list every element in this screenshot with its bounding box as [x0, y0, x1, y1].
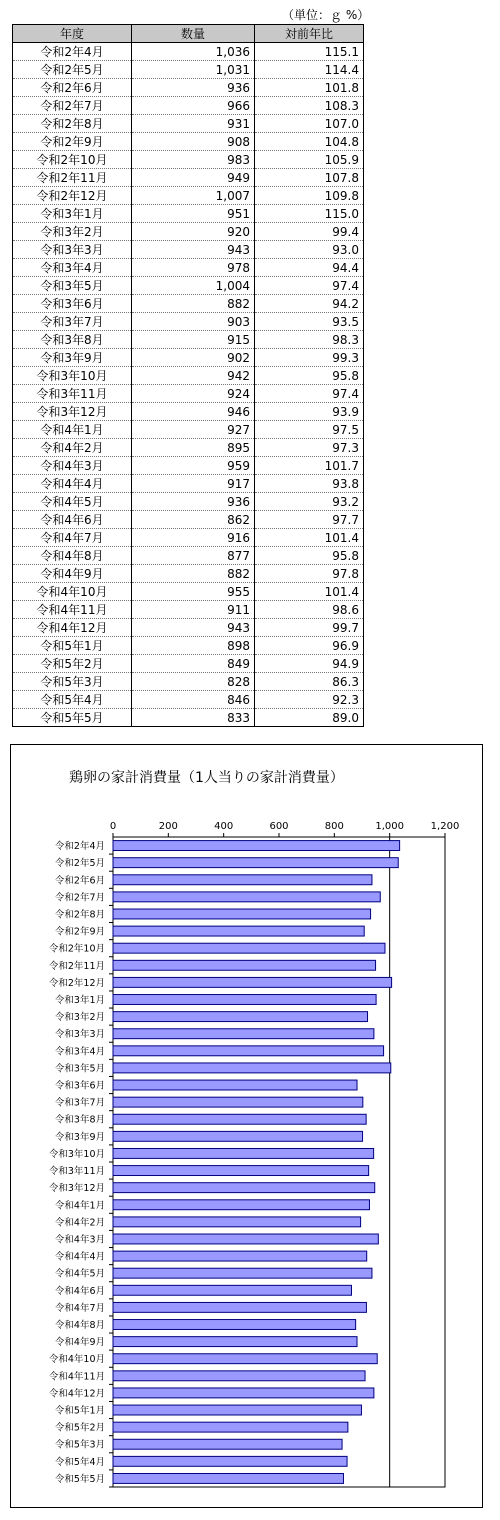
chart-container	[10, 744, 483, 1508]
y-category-label: 令和2年9月	[54, 926, 105, 938]
bar	[113, 960, 376, 970]
y-category-label: 令和3年5月	[54, 1063, 105, 1075]
y-category-label: 令和3年9月	[54, 1131, 105, 1143]
cell-quantity: 951	[132, 205, 255, 223]
cell-quantity: 943	[132, 619, 255, 637]
y-category-label: 令和4年3月	[54, 1234, 105, 1246]
cell-yoy: 97.7	[255, 511, 364, 529]
table-row	[13, 439, 364, 457]
cell-year: 令和2年8月	[13, 115, 132, 133]
cell-quantity: 849	[132, 655, 255, 673]
y-category-label: 令和5年2月	[54, 1422, 105, 1434]
cell-year: 令和3年11月	[13, 385, 132, 403]
table-row	[13, 601, 364, 619]
cell-quantity: 917	[132, 475, 255, 493]
cell-yoy: 93.9	[255, 403, 364, 421]
cell-yoy: 97.3	[255, 439, 364, 457]
table-row	[13, 115, 364, 133]
cell-year: 令和4年1月	[13, 421, 132, 439]
cell-quantity: 920	[132, 223, 255, 241]
cell-quantity: 902	[132, 349, 255, 367]
bar	[113, 1439, 342, 1449]
cell-yoy: 93.8	[255, 475, 364, 493]
cell-quantity: 936	[132, 493, 255, 511]
bar	[113, 1200, 369, 1210]
table-row	[13, 475, 364, 493]
header-year: 年度	[13, 25, 132, 43]
cell-year: 令和4年2月	[13, 439, 132, 457]
cell-year: 令和3年12月	[13, 403, 132, 421]
y-category-label: 令和3年4月	[54, 1046, 105, 1058]
bar	[113, 1337, 357, 1347]
table-row	[13, 457, 364, 475]
table-row	[13, 223, 364, 241]
bar	[113, 1456, 347, 1466]
y-category-label: 令和2年10月	[48, 943, 105, 955]
cell-year: 令和3年5月	[13, 277, 132, 295]
cell-yoy: 101.4	[255, 529, 364, 547]
bar	[113, 875, 372, 885]
cell-year: 令和4年12月	[13, 619, 132, 637]
cell-year: 令和4年7月	[13, 529, 132, 547]
table-row	[13, 169, 364, 187]
bar	[113, 1166, 369, 1176]
table-row	[13, 493, 364, 511]
cell-yoy: 96.9	[255, 637, 364, 655]
cell-year: 令和3年6月	[13, 295, 132, 313]
cell-year: 令和5年1月	[13, 637, 132, 655]
table-row	[13, 655, 364, 673]
cell-yoy: 98.6	[255, 601, 364, 619]
cell-quantity: 946	[132, 403, 255, 421]
cell-yoy: 99.4	[255, 223, 364, 241]
y-category-label: 令和3年2月	[54, 1012, 105, 1024]
bar	[113, 1285, 351, 1295]
bar	[113, 1354, 377, 1364]
y-category-label: 令和2年11月	[48, 960, 105, 972]
cell-yoy: 101.8	[255, 79, 364, 97]
cell-yoy: 97.5	[255, 421, 364, 439]
table-row	[13, 241, 364, 259]
cell-quantity: 955	[132, 583, 255, 601]
cell-year: 令和2年7月	[13, 97, 132, 115]
y-category-label: 令和5年3月	[54, 1439, 105, 1451]
y-category-label: 令和3年10月	[48, 1148, 105, 1160]
table-row	[13, 97, 364, 115]
cell-yoy: 98.3	[255, 331, 364, 349]
cell-yoy: 93.5	[255, 313, 364, 331]
bar	[113, 1046, 384, 1056]
cell-yoy: 99.3	[255, 349, 364, 367]
bar	[113, 858, 398, 868]
table-row	[13, 511, 364, 529]
table-row	[13, 277, 364, 295]
bar	[113, 1148, 374, 1158]
table-row	[13, 349, 364, 367]
cell-quantity: 882	[132, 565, 255, 583]
cell-quantity: 895	[132, 439, 255, 457]
y-category-label: 令和2年5月	[54, 858, 105, 870]
table-row	[13, 259, 364, 277]
cell-quantity: 978	[132, 259, 255, 277]
y-category-label: 令和4年7月	[54, 1302, 105, 1314]
cell-year: 令和4年8月	[13, 547, 132, 565]
table-row	[13, 151, 364, 169]
table-header-row	[13, 25, 364, 43]
table-row	[13, 637, 364, 655]
bar	[113, 1422, 348, 1432]
x-tick-label: 1,000	[375, 821, 404, 832]
table-row	[13, 565, 364, 583]
cell-yoy: 93.2	[255, 493, 364, 511]
bar	[113, 1405, 361, 1415]
y-category-label: 令和4年11月	[48, 1371, 105, 1383]
table-row	[13, 673, 364, 691]
cell-year: 令和3年7月	[13, 313, 132, 331]
table-row	[13, 61, 364, 79]
cell-quantity: 846	[132, 691, 255, 709]
table-row	[13, 43, 364, 61]
cell-quantity: 966	[132, 97, 255, 115]
y-category-label: 令和3年7月	[54, 1097, 105, 1109]
cell-year: 令和2年6月	[13, 79, 132, 97]
y-category-label: 令和2年8月	[54, 909, 105, 921]
y-category-label: 令和2年6月	[54, 875, 105, 887]
table-row	[13, 79, 364, 97]
cell-quantity: 927	[132, 421, 255, 439]
y-category-label: 令和3年8月	[54, 1114, 105, 1126]
cell-quantity: 949	[132, 169, 255, 187]
bar	[113, 1302, 366, 1312]
cell-year: 令和3年1月	[13, 205, 132, 223]
cell-quantity: 1,031	[132, 61, 255, 79]
y-category-label: 令和2年7月	[54, 892, 105, 904]
cell-quantity: 833	[132, 709, 255, 727]
cell-yoy: 105.9	[255, 151, 364, 169]
bar	[113, 1251, 367, 1261]
y-category-label: 令和4年1月	[54, 1200, 105, 1212]
cell-year: 令和2年4月	[13, 43, 132, 61]
y-category-label: 令和4年2月	[54, 1217, 105, 1229]
cell-yoy: 94.9	[255, 655, 364, 673]
cell-quantity: 898	[132, 637, 255, 655]
table-row	[13, 367, 364, 385]
cell-quantity: 942	[132, 367, 255, 385]
header-quantity: 数量	[132, 25, 255, 43]
cell-year: 令和2年12月	[13, 187, 132, 205]
cell-quantity: 908	[132, 133, 255, 151]
cell-year: 令和3年3月	[13, 241, 132, 259]
cell-yoy: 101.7	[255, 457, 364, 475]
cell-quantity: 915	[132, 331, 255, 349]
table-body	[13, 43, 364, 727]
cell-yoy: 94.2	[255, 295, 364, 313]
y-category-label: 令和5年5月	[54, 1473, 105, 1485]
cell-yoy: 95.8	[255, 547, 364, 565]
bar	[113, 1473, 343, 1483]
cell-quantity: 1,036	[132, 43, 255, 61]
cell-year: 令和3年2月	[13, 223, 132, 241]
unit-label: （単位：ｇ %）	[282, 8, 370, 22]
x-tick-label: 1,200	[430, 821, 460, 832]
cell-yoy: 97.8	[255, 565, 364, 583]
bar	[113, 1114, 366, 1124]
y-category-label: 令和3年11月	[48, 1166, 105, 1178]
cell-quantity: 959	[132, 457, 255, 475]
cell-quantity: 882	[132, 295, 255, 313]
cell-year: 令和5年3月	[13, 673, 132, 691]
header-yoy: 対前年比	[255, 25, 364, 43]
y-category-label: 令和4年5月	[54, 1268, 105, 1280]
bar	[113, 1063, 391, 1073]
cell-year: 令和3年8月	[13, 331, 132, 349]
cell-year: 令和4年4月	[13, 475, 132, 493]
cell-year: 令和2年11月	[13, 169, 132, 187]
cell-year: 令和4年10月	[13, 583, 132, 601]
table-row	[13, 385, 364, 403]
y-category-label: 令和4年6月	[54, 1285, 105, 1297]
cell-yoy: 107.0	[255, 115, 364, 133]
y-category-label: 令和4年4月	[54, 1251, 105, 1263]
table-row	[13, 583, 364, 601]
cell-year: 令和4年11月	[13, 601, 132, 619]
cell-year: 令和4年5月	[13, 493, 132, 511]
bar	[113, 1097, 363, 1107]
bar	[113, 841, 400, 851]
cell-year: 令和4年3月	[13, 457, 132, 475]
table-row	[13, 187, 364, 205]
y-category-label: 令和4年9月	[54, 1337, 105, 1349]
bar	[113, 1234, 378, 1244]
x-tick-label: 400	[214, 821, 234, 832]
table-row	[13, 547, 364, 565]
cell-year: 令和4年9月	[13, 565, 132, 583]
y-category-label: 令和4年8月	[54, 1320, 105, 1331]
x-tick-label: 200	[158, 821, 178, 832]
cell-year: 令和2年9月	[13, 133, 132, 151]
table-row	[13, 205, 364, 223]
table-row	[13, 403, 364, 421]
cell-quantity: 983	[132, 151, 255, 169]
cell-yoy: 97.4	[255, 277, 364, 295]
cell-quantity: 931	[132, 115, 255, 133]
cell-quantity: 1,004	[132, 277, 255, 295]
y-category-label: 令和5年1月	[54, 1405, 105, 1417]
cell-yoy: 101.4	[255, 583, 364, 601]
bar	[113, 1080, 357, 1090]
cell-year: 令和3年4月	[13, 259, 132, 277]
table-row	[13, 691, 364, 709]
y-category-label: 令和3年6月	[54, 1080, 105, 1092]
cell-yoy: 94.4	[255, 259, 364, 277]
cell-yoy: 114.4	[255, 61, 364, 79]
y-category-label: 令和4年12月	[48, 1388, 105, 1400]
cell-quantity: 1,007	[132, 187, 255, 205]
x-tick-label: 0	[109, 821, 117, 832]
cell-quantity: 877	[132, 547, 255, 565]
cell-quantity: 862	[132, 511, 255, 529]
cell-year: 令和3年9月	[13, 349, 132, 367]
cell-yoy: 92.3	[255, 691, 364, 709]
bar	[113, 1268, 372, 1278]
cell-yoy: 95.8	[255, 367, 364, 385]
bar-chart	[11, 745, 482, 1507]
cell-quantity: 911	[132, 601, 255, 619]
cell-quantity: 924	[132, 385, 255, 403]
bar	[113, 1320, 356, 1330]
cell-year: 令和5年2月	[13, 655, 132, 673]
chart-title: 鶏卵の家計消費量（1人当りの家計消費量）	[69, 770, 344, 786]
cell-quantity: 916	[132, 529, 255, 547]
table-row	[13, 331, 364, 349]
bar	[113, 909, 371, 919]
cell-yoy: 107.8	[255, 169, 364, 187]
bar	[113, 977, 392, 987]
bar	[113, 1388, 374, 1398]
cell-quantity: 828	[132, 673, 255, 691]
y-category-label: 令和4年10月	[48, 1354, 105, 1366]
x-tick-label: 600	[269, 821, 289, 832]
bar	[113, 926, 364, 936]
cell-year: 令和5年5月	[13, 709, 132, 727]
cell-year: 令和2年5月	[13, 61, 132, 79]
cell-yoy: 93.0	[255, 241, 364, 259]
cell-yoy: 99.7	[255, 619, 364, 637]
bar	[113, 1029, 374, 1039]
y-category-label: 令和2年12月	[48, 977, 105, 989]
cell-year: 令和4年6月	[13, 511, 132, 529]
cell-yoy: 108.3	[255, 97, 364, 115]
x-tick-label: 800	[324, 821, 344, 832]
y-category-label: 令和2年4月	[54, 841, 105, 853]
table-row	[13, 421, 364, 439]
table-row	[13, 619, 364, 637]
y-category-label: 令和3年3月	[54, 1029, 105, 1041]
cell-quantity: 943	[132, 241, 255, 259]
bar	[113, 1183, 375, 1193]
table-row	[13, 709, 364, 727]
bar	[113, 943, 385, 953]
table-row	[13, 529, 364, 547]
bar	[113, 1371, 365, 1381]
y-category-label: 令和3年12月	[48, 1183, 105, 1195]
cell-yoy: 97.4	[255, 385, 364, 403]
table-row	[13, 295, 364, 313]
cell-year: 令和5年4月	[13, 691, 132, 709]
y-category-label: 令和5年4月	[54, 1456, 105, 1468]
cell-quantity: 903	[132, 313, 255, 331]
table-row	[13, 133, 364, 151]
cell-yoy: 104.8	[255, 133, 364, 151]
bar	[113, 1131, 363, 1141]
cell-yoy: 86.3	[255, 673, 364, 691]
cell-year: 令和2年10月	[13, 151, 132, 169]
cell-year: 令和3年10月	[13, 367, 132, 385]
data-table	[12, 24, 364, 727]
bar	[113, 995, 376, 1005]
bar	[113, 892, 380, 902]
cell-yoy: 115.0	[255, 205, 364, 223]
cell-yoy: 109.8	[255, 187, 364, 205]
table-row	[13, 313, 364, 331]
bar	[113, 1012, 368, 1022]
bar	[113, 1217, 361, 1227]
cell-quantity: 936	[132, 79, 255, 97]
y-category-label: 令和3年1月	[54, 995, 105, 1006]
cell-yoy: 115.1	[255, 43, 364, 61]
cell-yoy: 89.0	[255, 709, 364, 727]
